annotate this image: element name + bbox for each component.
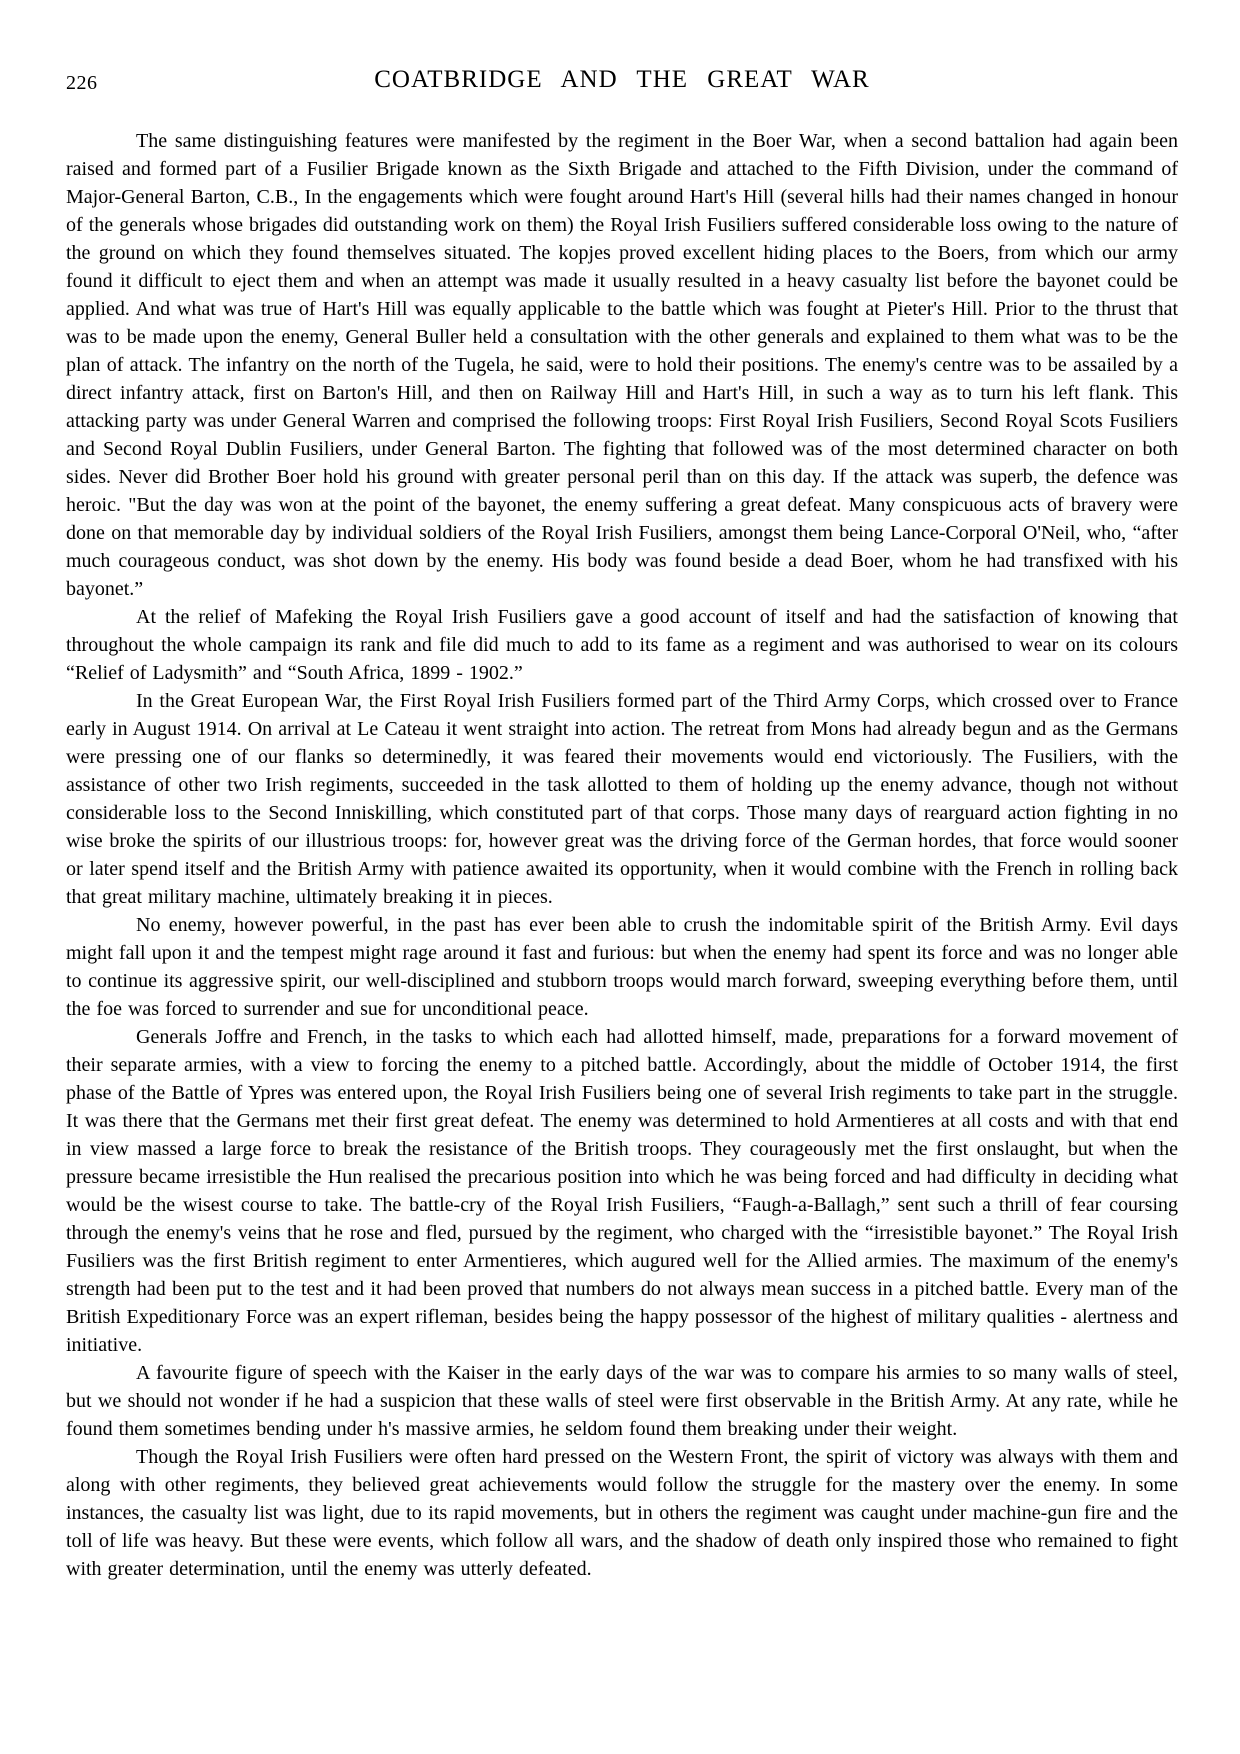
- page-number: 226: [66, 72, 98, 94]
- paragraph: At the relief of Mafeking the Royal Irish Fusiliers gave a good account of itself and had the satisfaction of knowing that throughout the whole campaign its rank and file did much to add to its fame as a regiment and was authorised to wear on its colours “Relief of Ladysmith” and “South Africa, 1899 - 1902.”: [66, 606, 1178, 684]
- paragraph: A favourite figure of speech with the Kaiser in the early days of the war was to compare his armies to so many walls of steel, but we should not wonder if he had a suspicion that these walls of steel were first observable in the British Army. At any rate, while he found them sometimes bending under h's massive armies, he seldom found them breaking under their weight.: [66, 1362, 1178, 1440]
- page-title: COATBRIDGE AND THE GREAT WAR: [374, 66, 870, 93]
- page-header: [66, 66, 1178, 102]
- paragraph: Though the Royal Irish Fusiliers were often hard pressed on the Western Front, the spirit of victory was always with them and along with other regiments, they believed great achievements would follow the struggle for the mastery over the enemy. In some instances, the casualty list was light, due to its rapid movements, but in others the regiment was caught under machine-gun fire and the toll of life was heavy. But these were events, which follow all wars, and the shadow of death only inspired those who remained to fight with greater determination, until the enemy was utterly defeated.: [66, 1446, 1178, 1580]
- body-text: [66, 127, 1178, 1583]
- paragraph: Generals Joffre and French, in the tasks to which each had allotted himself, made, preparations for a forward movement of their separate armies, with a view to forcing the enemy to a pitched battle. Accordingly, about the middle of October 1914, the first phase of the Battle of Ypres was entered upon, the Royal Irish Fusiliers being one of several Irish regiments to take part in the struggle. It was there that the Germans met their first great defeat. The enemy was determined to hold Armentieres at all costs and with that end in view massed a large force to break the resistance of the British troops. They courageously met the first onslaught, but when the pressure became irresistible the Hun realised the precarious position into which he was being forced and had difficulty in deciding what would be the wisest course to take. The battle-cry of the Royal Irish Fusiliers, “Faugh-a-Ballagh,” sent such a thrill of fear coursing through the enemy's veins that he rose and fled, pursued by the regiment, who charged with the “irresistible bayonet.” The Royal Irish Fusiliers was the first British regiment to enter Armentieres, which augured well for the Allied armies. The maximum of the enemy's strength had been put to the test and it had been proved that numbers do not always mean success in a pitched battle. Every man of the British Expeditionary Force was an expert rifleman, besides being the happy possessor of the highest of military qualities - alertness and initiative.: [66, 1026, 1178, 1356]
- paragraph: The same distinguishing features were manifested by the regiment in the Boer War, when a second battalion had again been raised and formed part of a Fusilier Brigade known as the Sixth Brigade and attached to the Fifth Division, under the command of Major-General Barton, C.B., In the engagements which were fought around Hart's Hill (several hills had their names changed in honour of the generals whose brigades did outstanding work on them) the Royal Irish Fusiliers suffered considerable loss owing to the nature of the ground on which they found themselves situated. The kopjes proved excellent hiding places to the Boers, from which our army found it difficult to eject them and when an attempt was made it usually resulted in a heavy casualty list before the bayonet could be applied. And what was true of Hart's Hill was equally applicable to the battle which was fought at Pieter's Hill. Prior to the thrust that was to be made upon the enemy, General Buller held a consultation with the other generals and explained to them what was to be the plan of attack. The infantry on the north of the Tugela, he said, were to hold their positions. The enemy's centre was to be assailed by a direct infantry attack, first on Barton's Hill, and then on Railway Hill and Hart's Hill, in such a way as to turn his left flank. This attacking party was under General Warren and comprised the following troops: First Royal Irish Fusiliers, Second Royal Scots Fusiliers and Second Royal Dublin Fusiliers, under General Barton. The fighting that followed was of the most determined character on both sides. Never did Brother Boer hold his ground with greater personal peril than on this day. If the attack was superb, the defence was heroic. "But the day was won at the point of the bayonet, the enemy suffering a great defeat. Many conspicuous acts of bravery were done on that memorable day by individual soldiers of the Royal Irish Fusiliers, amongst them being Lance-Corporal O'Neil, who, “after much courageous conduct, was shot down by the enemy. His body was found beside a dead Boer, whom he had transfixed with his bayonet.”: [66, 130, 1178, 600]
- paragraph: No enemy, however powerful, in the past has ever been able to crush the indomitable spirit of the British Army. Evil days might fall upon it and the tempest might rage around it fast and furious: but when the enemy had spent its force and was no longer able to continue its aggressive spirit, our well-disciplined and stubborn troops would march forward, sweeping everything before them, until the foe was forced to surrender and sue for unconditional peace.: [66, 914, 1178, 1020]
- paragraph: In the Great European War, the First Royal Irish Fusiliers formed part of the Third Army Corps, which crossed over to France early in August 1914. On arrival at Le Cateau it went straight into action. The retreat from Mons had already begun and as the Germans were pressing one of our flanks so determinedly, it was feared their movements would end victoriously. The Fusiliers, with the assistance of other two Irish regiments, succeeded in the task allotted to them of holding up the enemy advance, though not without considerable loss to the Second Inniskilling, which constituted part of that corps. Those many days of rearguard action fighting in no wise broke the spirits of our illustrious troops: for, however great was the driving force of the German hordes, that force would sooner or later spend itself and the British Army with patience awaited its opportunity, when it would combine with the French in rolling back that great military machine, ultimately breaking it in pieces.: [66, 690, 1178, 908]
